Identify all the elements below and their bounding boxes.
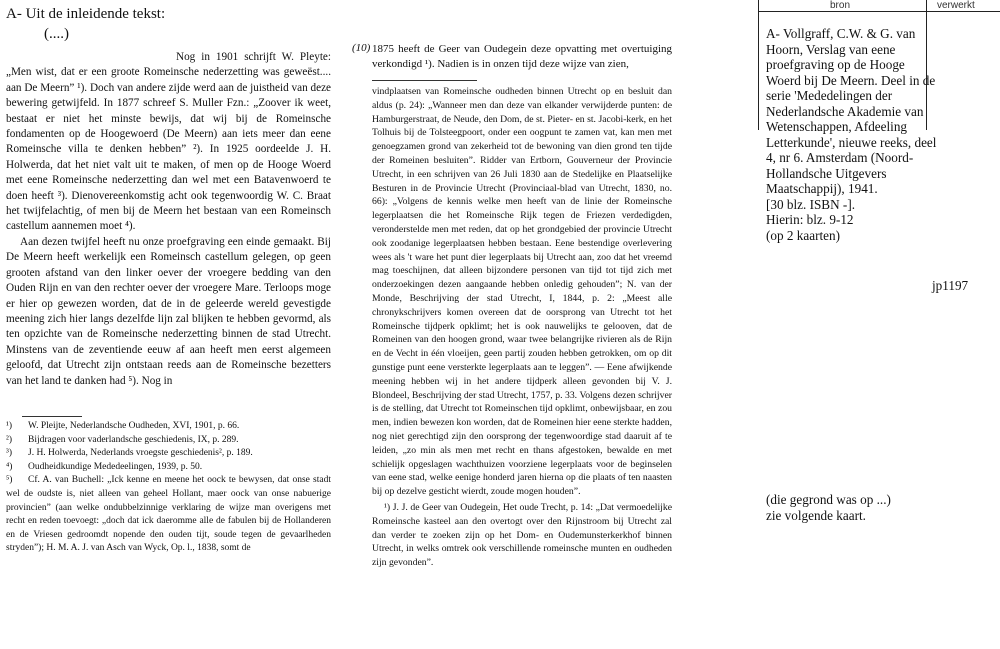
footnote: ⁵) Cf. A. van Buchell: „Ick kenne en meene het oock te bewysen, dat onse stadt wel de oudste is, niet alleen van geheel Hollant, maer oock van onse nabuerige provincien” (aan welke ondubbelzinnige verklaring de wijze man overigens met recht en reden toevoegt: „doch dat ick daeromme alle de fabulen bij de Hollanderen en de Vriesen gedroomdt nopende den ouden tijt, soude tegen de gevaarlheden stryden”); H. M. A. J. van Asch van Wyck, Op. l., 1838, somt de: [6, 475, 331, 554]
table-rule: [758, 11, 1000, 12]
column-header-verwerkt: verwerkt: [937, 0, 975, 11]
document-heading: A- Uit de inleidende tekst:: [6, 6, 166, 22]
column-1-footnotes: [6, 420, 331, 556]
footnote: ¹) J. J. de Geer van Oudegein, Het oude Trecht, p. 14: „Dat vermoedelijke Romeinsche kasteel aan den overtogt over den Rijnstroom bij Utrecht zal dan verder te zoeken zijn op het Dom- en Oudemunsterkerkhof binnen Utrecht, in welks omtrek ook verschillende romeinsche munten en oudheden zijn gevonden”.: [372, 501, 672, 569]
footnote: ⁴) Oudheidkundige Mededeelingen, 1939, p. 50.: [6, 461, 203, 472]
column-2-notes: [372, 85, 672, 570]
handwritten-page-mark: (10): [352, 42, 371, 54]
reference-range: Hierin: blz. 9-12: [766, 212, 854, 227]
paragraph: Aan dezen twijfel heeft nu onze proefgraving een einde gemaakt. Bij De Meern heeft werkelijk een Romeinsch castellum gelegen, op geen grooten afstand van den linker oever der vroegere bedding van den Ouden Rijn en van den rechter oever der vroegere Mare. Terloops moge er hier op gewezen worden, dat de in de geleerde wereld gevestigde meening zich hier langs dezelfde lijn zal blijken te hebben gevormd, als ten opzichte van de Romeinsche nederzetting binnen de stad Utrecht. Minstens van de zeventiende eeuw af aan heeft men eerst algemeen geloofd, dat Utrecht zijn ontstaan reeds aan de Romeinsche bezetters van het land te danken had ⁵). Nog in: [6, 235, 331, 387]
footnote: ²) Bijdragen voor vaderlandsche geschiedenis, IX, p. 289.: [6, 434, 239, 445]
reference-maps: (op 2 kaarten): [766, 227, 840, 243]
paragraph: Nog in 1901 schrijft W. Pleyte: „Men wist, dat er een groote Romeinsche nederzetting was geweëst.... aan De Meern” ¹). Doch van andere zijde werd aan de juistheid van deze bewering getwijfeld. In 1877 schreef S. Muller Fzn.: „Zoover ik weet, bestaat er niet het minste bewijs, dat wij bij de Romeinsche fondamenten op de Hoogewoerd (De Meern) aan iets meer dan eene Romeinsche villa te denken hebben” ²). In 1925 oordeelde J. H. Holwerda, dat het niet valt uit te maken, of men op de Hooge Woerd met eene Romeinsche nederzetting dan wel met een Batavenwoerd te doen heeft ³). Dienovereenkomstig acht ook tegenwoordig W. C. Braat het twijfelachtig, of men bij de Meern het bestaan van een Romeinsch castellum aannemen moet ⁴).: [6, 51, 331, 233]
note-continuation: vindplaatsen van Romeinsche oudheden binnen Utrecht op en besluit dan aldus (p. 24): „Wanneer men dan deze van elkander verwijderde punten: de Hamburgerstraat, de Neude, den Dom, de st. Pieter- en st. Jacobi-kerk, en het Tolhuis bij de Tolsteegpoort, onder een oogpunt te zamen vat, kan men met genoegzamen grond van zekerheid tot de bewoning van dien grond ten tijde der Romeinen besluiten”. Ridder van Ertborn, Gouverneur der Provincie Utrecht, in een schrijven van 26 Juli 1830 aan de Stedelijke en Plaatselijke Besturen in de Provincie Utrecht (Provinciaal-blad van Utrecht, 1830, no. 66): „Volgens de kennis welke men heeft van de linie der Romeinsche legerplaatsen die het Romeinsche Rijk tegen de Friezen verdedigden, veronderstelde men met reden, dat op het grondgebied der provincie Utrecht ook zoodanige legerplaatsen hebben bestaan. Eene bestendige overlevering wees als 't ware het punt dier legerplaats bij Utrecht aan, zoo dat het vreemd mag toeschijnen, dat alleen bijzondere personen van tijd tot tijd zich met onderzoekingen dezen aangaande hebben onledig gehouden”; N. van der Monde, Beschrijving der stad Utrecht, I, 1844, p. 2: „Meest alle chronykschrijvers komen overeen dat de oorsprong van Utrecht tot het Romeinsche tijdperk opklimt; het is ook nauwelijks te gelooven, dat de Romeinen van den hoogen grond, waar twee belangrijke rivieren als de Rijn en de Vecht in één vloeijen, geen partij zouden hebben getrokken, om op dit gunstige punt eene versterkte legerplaats aan te leggen”. — Eene afwijkende meening hebben wij in het andere tijdperk alleen gevonden bij V. J. Blondeel, Beschrijving der stad Utrecht, 1757, p. 33. Volgens dezen schrijver is de stelling, dat Utrecht tot Romeinschen tijd opklimt, onbewijsbaar, en zou men, indien bewezen kon worden, dat de Romeinen hier eene sterkte hadden, nog niet gerechtigd zijn den oorsprong der tegenwoordige stad daaruit af te leiden, „zo min als men met recht en thans afgestoken, bewalde en met schielijk opgeslagen wachthuizen voorziene legerplaats voor de beginselen van eene stad, welke eenige honderd jaren hierna op die plaats of ten naasten bij op dezelve gesticht wierdt, zoude mogen houden”.: [372, 86, 672, 498]
reference-code: jp1197: [932, 278, 969, 293]
reference-pages: [30 blz. ISBN -].: [766, 196, 856, 212]
side-note: [766, 492, 891, 524]
column-header-bron: bron: [830, 0, 851, 11]
column-2-top-text: 1875 heeft de Geer van Oudegein deze opvatting met overtuiging verkondigd ¹). Nadien is in onzen tijd deze wijze van zien,: [372, 43, 672, 70]
source-reference: [766, 26, 938, 243]
side-note-line: zie volgende kaart.: [766, 508, 866, 523]
side-note-line: (die gegrond was op ...): [766, 492, 891, 507]
footnote: ¹) W. Pleijte, Nederlandsche Oudheden, XVI, 1901, p. 66.: [6, 421, 240, 431]
column-1-text: [6, 50, 331, 389]
reference-citation: A- Vollgraff, C.W. & G. van Hoorn, Verslag van eene proefgraving op de Hooge Woerd bij De Meern. Deel in de serie 'Mededelingen der Nederlandsche Akademie van Wetenschappen, Afdeeling Letterkunde', nieuwe reeks, deel 4, nr 6. Amsterdam (Noord-Hollandsche Uitgevers Maatschappij), 1941.: [766, 26, 937, 196]
footnote: ³) J. H. Holwerda, Nederlands vroegste geschiedenis², p. 189.: [6, 448, 253, 459]
footnote-separator: [22, 416, 82, 417]
table-rule: [758, 0, 759, 130]
omission-mark: (....): [44, 26, 69, 42]
column-2-separator: [372, 80, 477, 81]
